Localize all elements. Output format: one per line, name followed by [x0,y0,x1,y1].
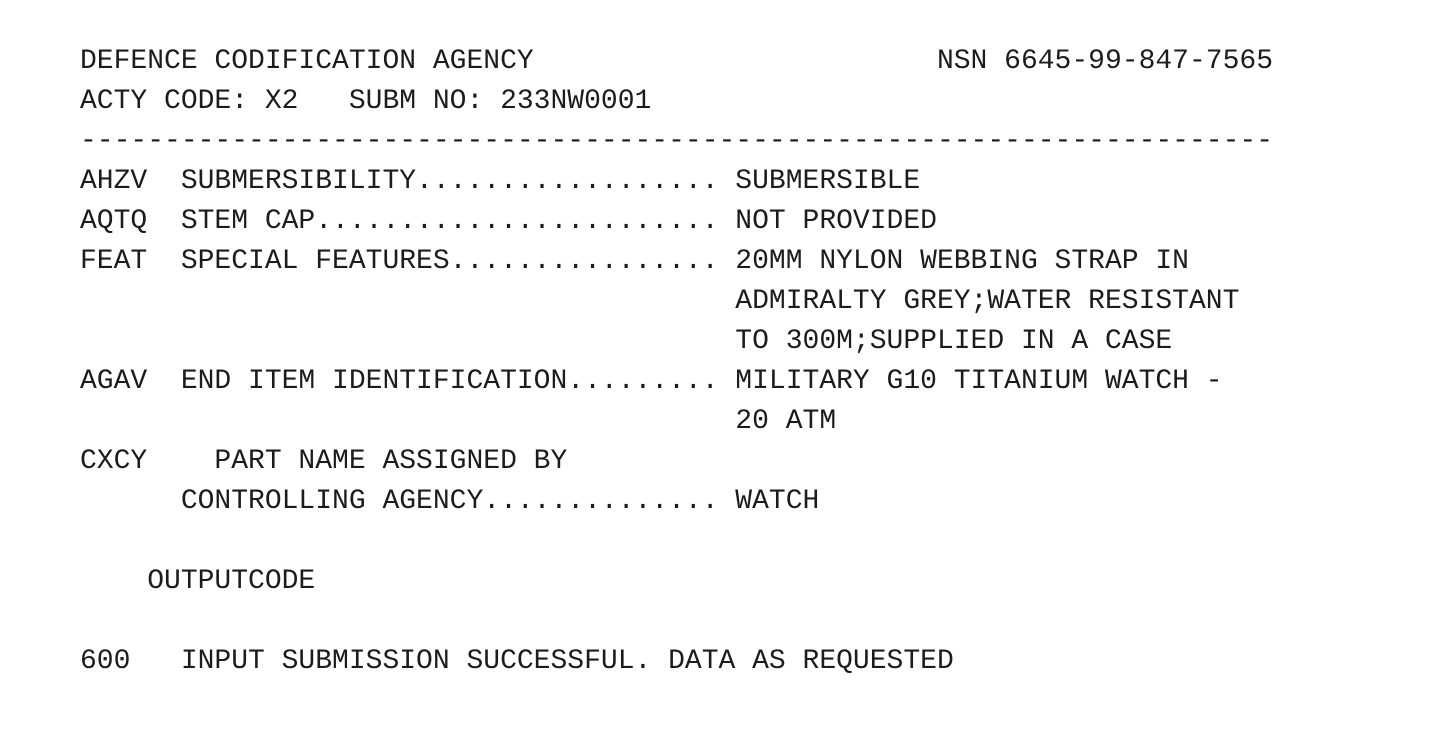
separator-line: ----------------------------------------------------------------------- [80,126,1273,157]
record-agav-end-item: AGAV END ITEM IDENTIFICATION......... MILITARY G10 TITANIUM WATCH - [80,366,1223,397]
submission-info-line: ACTY CODE: X2 SUBM NO: 233NW0001 [80,86,652,117]
codification-report-output [80,42,1273,682]
blank-line [80,602,1273,642]
outputcode-heading: OUTPUTCODE [80,566,316,597]
blank-line [80,522,1273,562]
record-feat-special-features: FEAT SPECIAL FEATURES................ 20MM NYLON WEBBING STRAP IN [80,246,1189,277]
record-ahzv-submersibility: AHZV SUBMERSIBILITY.................. SUBMERSIBLE [80,166,921,197]
record-cxcy-part-name-line-2: CONTROLLING AGENCY.............. WATCH [80,486,820,517]
record-feat-continuation-1: ADMIRALTY GREY;WATER RESISTANT [80,286,1240,317]
record-feat-continuation-2: TO 300M;SUPPLIED IN A CASE [80,326,1173,357]
record-aqtq-stem-cap: AQTQ STEM CAP........................ NOT PROVIDED [80,206,937,237]
record-agav-continuation: 20 ATM [80,406,837,437]
record-cxcy-part-name-line-1: CXCY PART NAME ASSIGNED BY [80,446,568,477]
report-header-line: DEFENCE CODIFICATION AGENCY NSN 6645-99-847-7565 [80,46,1273,77]
output-message-600: 600 INPUT SUBMISSION SUCCESSFUL. DATA AS REQUESTED [80,646,954,677]
